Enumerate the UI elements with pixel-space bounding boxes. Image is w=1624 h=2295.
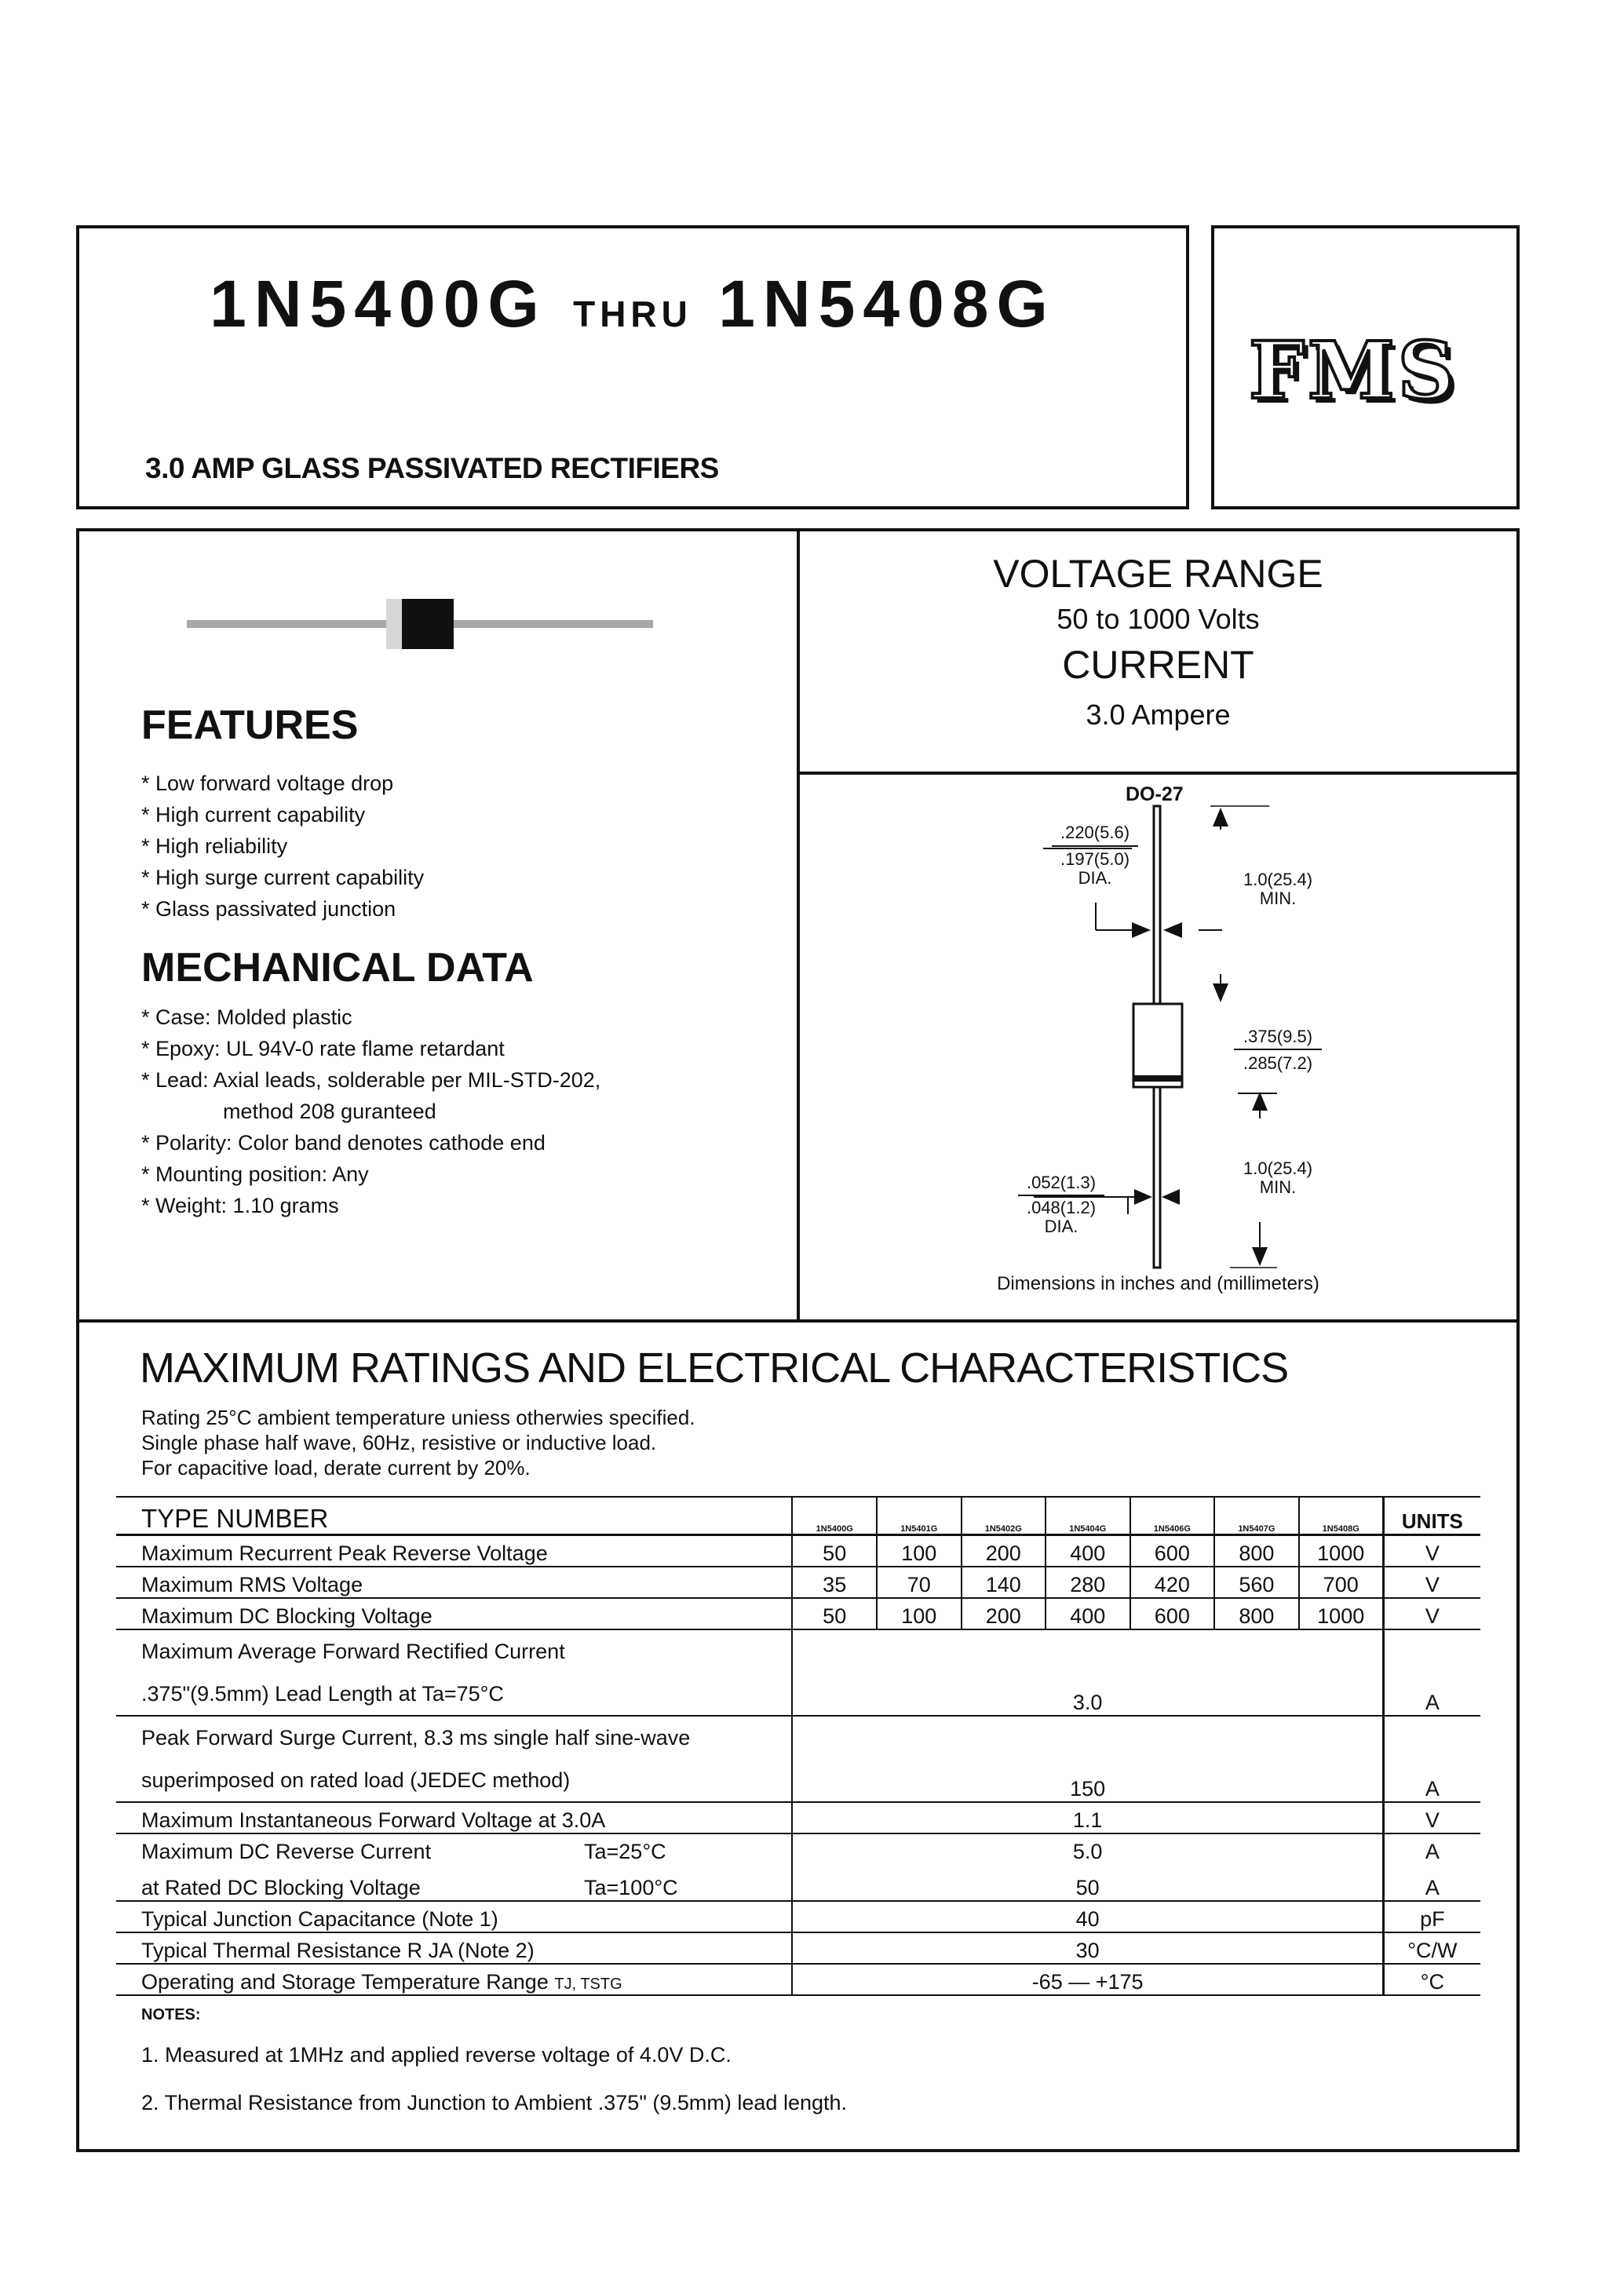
table-row: [116, 1833, 1480, 1864]
unit-cell: A: [1383, 1833, 1480, 1864]
part-number-title: [79, 266, 1186, 342]
current-value: 3.0 Ampere: [1086, 699, 1231, 731]
voltage-range-title: VOLTAGE RANGE: [993, 552, 1323, 596]
value-cell: 1.1: [792, 1802, 1383, 1833]
type-col: 1N5402G: [962, 1497, 1046, 1535]
value-cell: 200: [962, 1598, 1046, 1629]
unit-cell: pF: [1383, 1901, 1480, 1932]
logo-box: [1211, 225, 1520, 509]
diode-lead-right: [432, 620, 653, 628]
lead-len-bottom: 1.0(25.4): [1243, 1158, 1313, 1178]
value-cell: 100: [877, 1598, 962, 1629]
condition-line: Single phase half wave, 60Hz, resistive or inductive load.: [141, 1431, 657, 1454]
package-name: DO-27: [1126, 783, 1184, 805]
mechanical-title: MECHANICAL DATA: [141, 945, 534, 991]
lead-len-top-min: MIN.: [1259, 888, 1297, 908]
table-header: [116, 1497, 1480, 1535]
param-cell: [116, 1964, 792, 1995]
param-line: at Rated DC Blocking Voltage: [141, 1876, 421, 1899]
features-title: FEATURES: [141, 702, 359, 748]
note-item: 1. Measured at 1MHz and applied reverse voltage of 4.0V D.C.: [141, 2043, 732, 2067]
type-number-label: TYPE NUMBER: [116, 1497, 792, 1535]
type-col: 1N5400G: [792, 1497, 877, 1535]
dimensions-caption: Dimensions in inches and (millimeters): [997, 1273, 1319, 1294]
arrow-icon: [1134, 1189, 1152, 1205]
package-lead-top: [1154, 806, 1160, 1004]
fraction-line: [1234, 1049, 1322, 1050]
package-drawing: [798, 775, 1518, 1316]
arrow-icon: [1132, 922, 1151, 938]
unit-cell: °C: [1383, 1964, 1480, 1995]
param-cell: [116, 1833, 792, 1864]
table-row: [116, 1629, 1480, 1716]
feature-item: * Low forward voltage drop: [141, 772, 394, 795]
param-cell: Maximum RMS Voltage: [116, 1567, 792, 1598]
lead-len-bottom-min: MIN.: [1259, 1177, 1297, 1197]
value-cell: 200: [962, 1535, 1046, 1567]
param-line: superimposed on rated load (JEDEC method): [141, 1768, 571, 1792]
note-item: 2. Thermal Resistance from Junction to Ambient .375" (9.5mm) lead length.: [141, 2091, 848, 2114]
lead-dia-label: DIA.: [1044, 1217, 1078, 1236]
subtitle: 3.0 AMP GLASS PASSIVATED RECTIFIERS: [145, 452, 719, 484]
arrow-icon: [1252, 1247, 1268, 1266]
table-row: [116, 1802, 1480, 1833]
table-row: [116, 1901, 1480, 1932]
title-box: [76, 225, 1189, 509]
value-cell: 600: [1130, 1598, 1215, 1629]
param-line: Peak Forward Surge Current, 8.3 ms single half sine-wave: [141, 1726, 691, 1750]
condition-line: For capacitive load, derate current by 20%.: [141, 1456, 531, 1480]
mechanical-item: method 208 guranteed: [223, 1100, 436, 1123]
lead-len-top: 1.0(25.4): [1243, 870, 1313, 889]
mechanical-item: * Polarity: Color band denotes cathode end: [141, 1131, 546, 1155]
mechanical-item: * Lead: Axial leads, solderable per MIL-STD-202,: [141, 1068, 601, 1092]
package-body: [1133, 1004, 1182, 1087]
unit-cell: A: [1383, 1864, 1480, 1901]
type-col: 1N5407G: [1214, 1497, 1299, 1535]
value-cell: 560: [1214, 1567, 1299, 1598]
type-col: 1N5404G: [1046, 1497, 1130, 1535]
param-cell: [116, 1864, 792, 1901]
value-cell: 35: [792, 1567, 877, 1598]
value-cell: 30: [792, 1932, 1383, 1964]
value-cell: 50: [792, 1535, 877, 1567]
value-cell: 150: [792, 1716, 1383, 1802]
arrow-icon: [1213, 808, 1228, 826]
features-list: [141, 768, 424, 925]
mechanical-item: * Weight: 1.10 grams: [141, 1194, 339, 1217]
feature-item: * High reliability: [141, 834, 288, 858]
table-row: [116, 1864, 1480, 1901]
param-cell: Maximum DC Blocking Voltage: [116, 1598, 792, 1629]
value-cell: 800: [1214, 1535, 1299, 1567]
value-cell: 400: [1046, 1598, 1130, 1629]
value-cell: 1000: [1299, 1535, 1384, 1567]
arrow-icon: [1162, 1189, 1180, 1205]
mechanical-item: * Case: Molded plastic: [141, 1005, 352, 1029]
body-len-min: .285(7.2): [1243, 1053, 1313, 1073]
section-divider: [78, 1319, 1518, 1323]
fms-logo: FMS: [1249, 324, 1458, 417]
value-cell: 280: [1046, 1567, 1130, 1598]
unit-cell: A: [1383, 1629, 1480, 1716]
condition-cell: Ta=25°C: [584, 1840, 666, 1863]
table-row: [116, 1932, 1480, 1964]
condition-cell: Ta=100°C: [584, 1876, 678, 1899]
package-cathode-band: [1133, 1075, 1182, 1082]
unit-cell: V: [1383, 1802, 1480, 1833]
unit-cell: °C/W: [1383, 1932, 1480, 1964]
table-row: [116, 1567, 1480, 1598]
unit-cell: V: [1383, 1535, 1480, 1567]
mechanical-item: * Mounting position: Any: [141, 1162, 369, 1186]
mechanical-list: [141, 1002, 600, 1221]
lead-dia-min: .048(1.2): [1026, 1198, 1097, 1217]
arrow-icon: [1213, 983, 1228, 1002]
diode-image: [181, 593, 659, 655]
table-row: [116, 1598, 1480, 1629]
value-cell: 100: [877, 1535, 962, 1567]
value-cell: -65 — +175: [792, 1964, 1383, 1995]
value-cell: 800: [1214, 1598, 1299, 1629]
table-row: [116, 1964, 1480, 1995]
param-cell: [116, 1629, 792, 1716]
param-cell: Typical Junction Capacitance (Note 1): [116, 1901, 792, 1932]
feature-item: * High surge current capability: [141, 866, 425, 889]
value-cell: 40: [792, 1901, 1383, 1932]
part-end: 1N5408G: [718, 267, 1056, 341]
voltage-range-value: 50 to 1000 Volts: [1057, 603, 1260, 635]
ratings-table: [116, 1496, 1480, 1996]
rating-conditions: [141, 1405, 695, 1480]
value-cell: 3.0: [792, 1629, 1383, 1716]
ratings-title: MAXIMUM RATINGS AND ELECTRICAL CHARACTERISTICS: [140, 1345, 1289, 1392]
feature-item: * Glass passivated junction: [141, 897, 396, 921]
type-col: 1N5408G: [1299, 1497, 1384, 1535]
arrow-icon: [1252, 1092, 1268, 1111]
mechanical-item: * Epoxy: UL 94V-0 rate flame retardant: [141, 1037, 505, 1060]
unit-cell: A: [1383, 1716, 1480, 1802]
package-lead-bottom: [1154, 1087, 1160, 1268]
value-cell: 50: [792, 1598, 877, 1629]
feature-item: * High current capability: [141, 803, 366, 826]
value-cell: 70: [877, 1567, 962, 1598]
body-len-max: .375(9.5): [1243, 1027, 1313, 1046]
type-col: 1N5401G: [877, 1497, 962, 1535]
units-label: UNITS: [1383, 1497, 1480, 1535]
diode-body: [402, 599, 454, 649]
param-symbol: TJ, TSTG: [554, 1976, 622, 1993]
fraction-line: [1018, 1195, 1104, 1196]
value-cell: 140: [962, 1567, 1046, 1598]
thru-label: THRU: [573, 294, 692, 334]
param-line: .375"(9.5mm) Lead Length at Ta=75°C: [141, 1682, 504, 1706]
diode-band: [386, 599, 402, 649]
condition-line: Rating 25°C ambient temperature uniess otherwies specified.: [141, 1406, 695, 1429]
param-line: Operating and Storage Temperature Range: [141, 1970, 549, 1994]
body-dia-label: DIA.: [1078, 868, 1112, 888]
arrow-icon: [1163, 922, 1182, 938]
notes-title: NOTES:: [141, 2006, 201, 2023]
lead-dia-max: .052(1.3): [1026, 1173, 1097, 1192]
unit-cell: V: [1383, 1567, 1480, 1598]
value-cell: 1000: [1299, 1598, 1384, 1629]
value-cell: 420: [1130, 1567, 1215, 1598]
diode-lead-left: [187, 620, 391, 628]
fraction-line: [1052, 845, 1138, 847]
value-cell: 700: [1299, 1567, 1384, 1598]
value-cell: 50: [792, 1864, 1383, 1901]
part-start: 1N5400G: [210, 267, 547, 341]
table-row: [116, 1716, 1480, 1802]
body-dia-min: .197(5.0): [1060, 849, 1130, 869]
param-cell: [116, 1716, 792, 1802]
param-cell: Maximum Instantaneous Forward Voltage at 3.0A: [116, 1802, 792, 1833]
type-col: 1N5406G: [1130, 1497, 1215, 1535]
param-cell: Maximum Recurrent Peak Reverse Voltage: [116, 1535, 792, 1567]
param-cell: Typical Thermal Resistance R JA (Note 2): [116, 1932, 792, 1964]
current-title: CURRENT: [1062, 643, 1254, 687]
body-dia-max: .220(5.6): [1060, 823, 1130, 842]
value-cell: 5.0: [792, 1833, 1383, 1864]
value-cell: 400: [1046, 1535, 1130, 1567]
param-line: Maximum Average Forward Rectified Current: [141, 1640, 565, 1663]
unit-cell: V: [1383, 1598, 1480, 1629]
param-line: Maximum DC Reverse Current: [141, 1840, 432, 1863]
table-row: [116, 1535, 1480, 1567]
value-cell: 600: [1130, 1535, 1215, 1567]
